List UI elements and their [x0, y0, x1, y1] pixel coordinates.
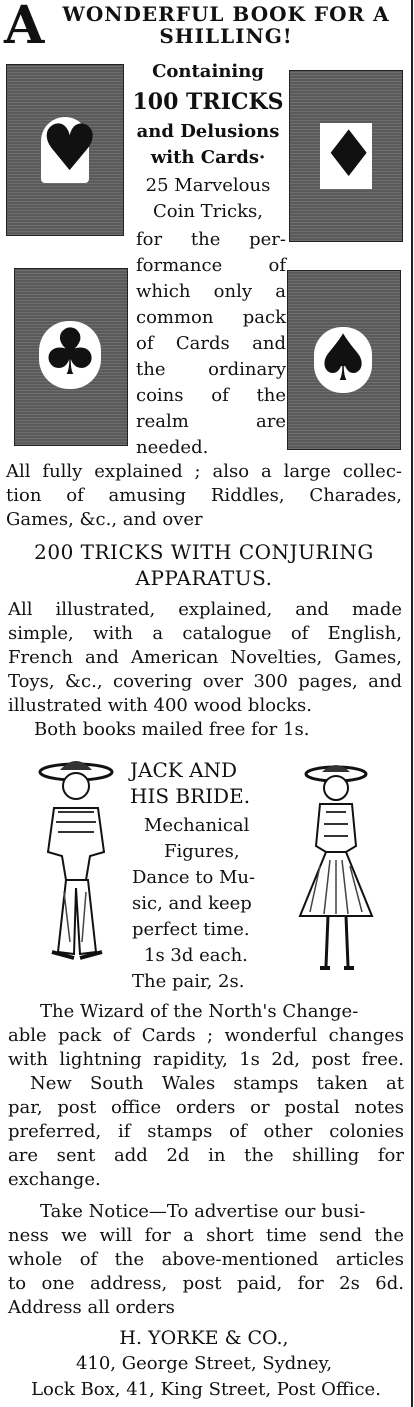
diamond-card [289, 70, 403, 242]
figures-line-8: 1s 3d each. [144, 945, 248, 966]
illustrated-line-4: Toys, &c., covering over 300 pages, and [8, 671, 402, 692]
heading-line-2: SHILLING! [159, 24, 293, 48]
wizard-line-2: able pack of Cards ; wonderful changes [8, 1025, 404, 1046]
figures-line-4: Figures, [164, 841, 240, 862]
spade-card [287, 270, 401, 450]
address-street: 410, George Street, Sydney, [75, 1353, 333, 1374]
apparatus-heading-1: 200 TRICKS WITH CONJURING [34, 540, 374, 564]
apparatus-heading-2: APPARATUS. [135, 566, 273, 590]
illustrated-line-5: illustrated with 400 wood blocks. [8, 695, 312, 716]
jack-figure-illustration [34, 752, 118, 972]
figures-line-3: Mechanical [144, 815, 250, 836]
figures-line-1: JACK AND [130, 758, 238, 782]
cards-line-8: formance of [136, 255, 286, 276]
notice-line-3: whole of the above-mentioned articles [8, 1249, 404, 1270]
wizard-line-6: preferred, if stamps of other colonies [8, 1121, 404, 1142]
wizard-line-7: are sent add 2d in the shilling for [8, 1145, 404, 1166]
illustrated-line-6: Both books mailed free for 1s. [34, 719, 310, 740]
wizard-line-8: exchange. [8, 1169, 101, 1190]
heading-initial: A [4, 0, 45, 56]
explained-line-1: All fully explained ; also a large collec- [6, 461, 402, 482]
heading-line-1: WONDERFUL BOOK FOR A [62, 2, 390, 26]
notice-line-1: Take Notice—To advertise our busi- [40, 1201, 366, 1222]
cards-line-2: 100 TRICKS [132, 89, 284, 115]
heading [4, 0, 402, 56]
wizard-line-4: New South Wales stamps taken at [30, 1073, 404, 1094]
illustrated-line-1: All illustrated, explained, and made [8, 599, 402, 620]
cards-line-12: the ordinary [136, 359, 286, 380]
wizard-line-3: with lightning rapidity, 1s 2d, post free. [8, 1049, 404, 1070]
column-rule [411, 0, 413, 1407]
figures-line-9: The pair, 2s. [132, 971, 245, 992]
cards-line-9: which only a [136, 281, 286, 302]
cards-line-7: for the per- [136, 229, 286, 250]
cards-line-13: coins of the [136, 385, 286, 406]
diamond-icon: ♦ [320, 118, 378, 192]
cards-line-3: and Delusions [136, 121, 280, 142]
club-icon: ♣ [39, 321, 101, 389]
notice-line-4: to one address, post paid, for 2s 6d. [8, 1273, 404, 1294]
cards-line-5: 25 Marvelous [145, 175, 271, 196]
figures-line-5: Dance to Mu- [132, 867, 256, 888]
wizard-line-5: par, post office orders or postal notes [8, 1097, 404, 1118]
cards-line-15: needed. [136, 437, 209, 458]
figures-line-7: perfect time. [132, 919, 250, 940]
figures-line-6: sic, and keep [132, 893, 252, 914]
address-box: Lock Box, 41, King Street, Post Office. [31, 1379, 381, 1400]
heart-icon: ♥ [41, 112, 99, 186]
bride-figure-illustration [290, 756, 380, 978]
cards-line-10: common pack [136, 307, 286, 328]
cards-line-4: with Cards· [150, 147, 266, 168]
cards-line-6: Coin Tricks, [153, 201, 263, 222]
explained-line-2: tion of amusing Riddles, Charades, [6, 485, 402, 506]
explained-line-3: Games, &c., and over [6, 509, 203, 530]
cards-line-14: realm are [136, 411, 286, 432]
cards-line-11: of Cards and [136, 333, 286, 354]
notice-line-2: ness we will for a short time send the [8, 1225, 404, 1246]
figures-line-2: HIS BRIDE. [130, 784, 251, 808]
spade-icon: ♠ [314, 322, 372, 396]
club-card [14, 268, 128, 446]
heart-card [6, 64, 124, 236]
notice-line-5: Address all orders [8, 1297, 175, 1318]
illustrated-line-2: simple, with a catalogue of English, [8, 623, 402, 644]
cards-line-1: Containing [152, 61, 264, 82]
wizard-line-1: The Wizard of the North's Change- [40, 1001, 359, 1022]
address-firm: H. YORKE & CO., [119, 1327, 289, 1349]
illustrated-line-3: French and American Novelties, Games, [8, 647, 402, 668]
